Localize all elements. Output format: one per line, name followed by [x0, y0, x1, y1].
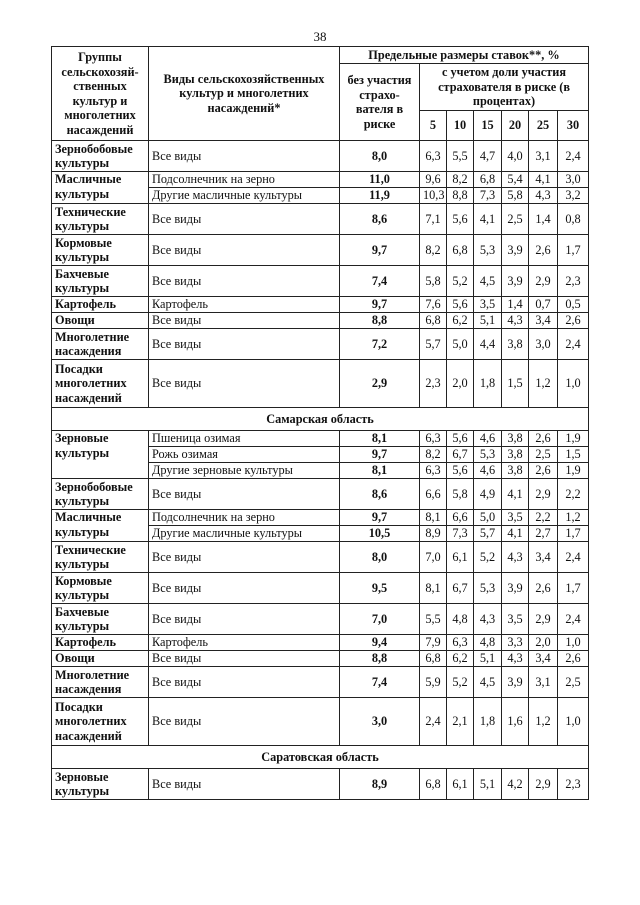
rate-share-10: 6,7	[447, 447, 474, 463]
rate-share-20: 5,8	[502, 188, 529, 204]
crop-name: Все виды	[149, 360, 340, 408]
rate-share-5: 6,8	[420, 313, 447, 329]
table-row	[52, 266, 589, 297]
rate-share-30: 1,5	[558, 447, 589, 463]
rate-share-15: 5,3	[474, 447, 502, 463]
crop-name: Другие зерновые культуры	[149, 463, 340, 479]
rate-share-15: 4,8	[474, 635, 502, 651]
crop-name: Пшеница озимая	[149, 431, 340, 447]
group-name: Кормовые культуры	[52, 235, 149, 266]
rate-share-15: 4,3	[474, 604, 502, 635]
group-name: Картофель	[52, 635, 149, 651]
rate-share-10: 2,0	[447, 360, 474, 408]
rate-share-30: 1,7	[558, 526, 589, 542]
rate-share-10: 5,6	[447, 297, 474, 313]
rate-share-10: 6,6	[447, 510, 474, 526]
rate-share-25: 2,0	[529, 635, 558, 651]
rate-share-30: 1,7	[558, 573, 589, 604]
table-row	[52, 510, 589, 526]
rate-share-30: 2,4	[558, 141, 589, 172]
rate-share-30: 2,6	[558, 313, 589, 329]
rate-share-15: 3,5	[474, 297, 502, 313]
group-name: Масличные культуры	[52, 172, 149, 204]
base-rate: 8,0	[340, 141, 420, 172]
crop-name: Все виды	[149, 542, 340, 573]
rate-share-15: 5,1	[474, 769, 502, 800]
table-row	[52, 698, 589, 746]
rate-share-15: 4,5	[474, 667, 502, 698]
header-share-15: 15	[474, 111, 502, 141]
header-share-25: 25	[529, 111, 558, 141]
group-name: Многолетние насаждения	[52, 329, 149, 360]
crop-name: Другие масличные культуры	[149, 188, 340, 204]
crop-name: Рожь озимая	[149, 447, 340, 463]
crop-name: Все виды	[149, 266, 340, 297]
rate-share-5: 6,3	[420, 463, 447, 479]
rate-share-20: 3,5	[502, 604, 529, 635]
group-name: Зерновые культуры	[52, 769, 149, 800]
rate-share-25: 2,9	[529, 769, 558, 800]
base-rate: 7,4	[340, 266, 420, 297]
rate-share-25: 2,6	[529, 573, 558, 604]
rate-share-30: 2,4	[558, 542, 589, 573]
rate-share-20: 3,9	[502, 573, 529, 604]
table-row	[52, 235, 589, 266]
rate-share-15: 5,1	[474, 651, 502, 667]
rate-share-20: 2,5	[502, 204, 529, 235]
rate-share-20: 1,6	[502, 698, 529, 746]
rate-share-20: 4,3	[502, 542, 529, 573]
rate-share-10: 6,2	[447, 651, 474, 667]
rate-share-5: 6,3	[420, 141, 447, 172]
rate-share-5: 8,2	[420, 447, 447, 463]
group-name: Посадки многолетних насаждений	[52, 360, 149, 408]
table-row	[52, 604, 589, 635]
insurance-rates-table	[51, 46, 589, 800]
rate-share-10: 2,1	[447, 698, 474, 746]
rate-share-5: 8,9	[420, 526, 447, 542]
table-row	[52, 479, 589, 510]
group-name: Посадки многолетних насаждений	[52, 698, 149, 746]
region-row	[52, 408, 589, 431]
rate-share-10: 6,1	[447, 542, 474, 573]
table-row	[52, 635, 589, 651]
crop-name: Все виды	[149, 204, 340, 235]
table-row	[52, 542, 589, 573]
rate-share-25: 2,7	[529, 526, 558, 542]
rate-share-25: 2,6	[529, 431, 558, 447]
header-share-10: 10	[447, 111, 474, 141]
rate-share-10: 5,2	[447, 667, 474, 698]
rate-share-20: 3,3	[502, 635, 529, 651]
header-share-5: 5	[420, 111, 447, 141]
rate-share-10: 5,6	[447, 431, 474, 447]
rate-share-20: 4,3	[502, 313, 529, 329]
rate-share-30: 2,3	[558, 769, 589, 800]
rate-share-5: 5,7	[420, 329, 447, 360]
rate-share-30: 3,2	[558, 188, 589, 204]
rate-share-20: 4,0	[502, 141, 529, 172]
crop-name: Картофель	[149, 635, 340, 651]
rate-share-15: 4,9	[474, 479, 502, 510]
rate-share-25: 3,4	[529, 313, 558, 329]
rate-share-25: 3,4	[529, 542, 558, 573]
rate-share-30: 2,4	[558, 329, 589, 360]
rate-share-30: 2,6	[558, 651, 589, 667]
rate-share-30: 1,0	[558, 360, 589, 408]
rate-share-25: 0,7	[529, 297, 558, 313]
crop-name: Все виды	[149, 769, 340, 800]
rate-share-5: 6,6	[420, 479, 447, 510]
base-rate: 3,0	[340, 698, 420, 746]
crop-name: Все виды	[149, 698, 340, 746]
rate-share-30: 2,4	[558, 604, 589, 635]
crop-name: Все виды	[149, 573, 340, 604]
rate-share-5: 9,6	[420, 172, 447, 188]
rate-share-5: 7,9	[420, 635, 447, 651]
base-rate: 9,7	[340, 447, 420, 463]
rate-share-25: 2,6	[529, 235, 558, 266]
base-rate: 2,9	[340, 360, 420, 408]
rate-share-10: 6,3	[447, 635, 474, 651]
table-row	[52, 172, 589, 188]
base-rate: 8,0	[340, 542, 420, 573]
rate-share-30: 0,5	[558, 297, 589, 313]
rate-share-10: 5,6	[447, 204, 474, 235]
base-rate: 9,7	[340, 235, 420, 266]
rate-share-25: 2,9	[529, 266, 558, 297]
crop-name: Подсолнечник на зерно	[149, 510, 340, 526]
group-name: Бахчевые культуры	[52, 604, 149, 635]
rate-share-5: 8,1	[420, 573, 447, 604]
rate-share-15: 7,3	[474, 188, 502, 204]
base-rate: 8,1	[340, 431, 420, 447]
page-number: 38	[313, 29, 327, 44]
rate-share-5: 8,1	[420, 510, 447, 526]
crop-name: Все виды	[149, 141, 340, 172]
table-row	[52, 573, 589, 604]
rate-share-30: 1,0	[558, 635, 589, 651]
rate-share-25: 1,2	[529, 360, 558, 408]
rate-share-25: 4,1	[529, 172, 558, 188]
rate-share-5: 6,8	[420, 651, 447, 667]
header-share-20: 20	[502, 111, 529, 141]
rate-share-5: 2,4	[420, 698, 447, 746]
rate-share-20: 3,8	[502, 463, 529, 479]
group-name: Зернобобовые культуры	[52, 479, 149, 510]
rate-share-5: 5,5	[420, 604, 447, 635]
rate-share-10: 8,2	[447, 172, 474, 188]
rate-share-10: 5,8	[447, 479, 474, 510]
region-title: Самарская область	[52, 408, 589, 431]
base-rate: 8,6	[340, 204, 420, 235]
region-title: Саратовская область	[52, 746, 589, 769]
rate-share-5: 7,1	[420, 204, 447, 235]
rate-share-15: 4,6	[474, 463, 502, 479]
rate-share-15: 5,0	[474, 510, 502, 526]
rate-share-5: 2,3	[420, 360, 447, 408]
rate-share-30: 1,7	[558, 235, 589, 266]
rate-share-15: 5,3	[474, 573, 502, 604]
rate-share-20: 3,8	[502, 329, 529, 360]
base-rate: 7,0	[340, 604, 420, 635]
crop-name: Картофель	[149, 297, 340, 313]
rate-share-15: 1,8	[474, 698, 502, 746]
table-row	[52, 329, 589, 360]
crop-name: Другие масличные культуры	[149, 526, 340, 542]
rate-share-20: 3,9	[502, 667, 529, 698]
rate-share-25: 3,4	[529, 651, 558, 667]
rate-share-25: 2,2	[529, 510, 558, 526]
rate-share-25: 2,5	[529, 447, 558, 463]
rate-share-15: 5,3	[474, 235, 502, 266]
rate-share-15: 1,8	[474, 360, 502, 408]
rate-share-10: 8,8	[447, 188, 474, 204]
rate-share-15: 5,7	[474, 526, 502, 542]
rate-share-15: 4,7	[474, 141, 502, 172]
base-rate: 11,0	[340, 172, 420, 188]
group-name: Зернобобовые культуры	[52, 141, 149, 172]
header-limits: Предельные размеры ставок**, %	[340, 47, 589, 64]
base-rate: 8,1	[340, 463, 420, 479]
rate-share-25: 3,0	[529, 329, 558, 360]
header-no-participation: без участия страхо-вателя в риске	[340, 64, 420, 141]
group-name: Овощи	[52, 313, 149, 329]
region-row	[52, 746, 589, 769]
rate-share-10: 4,8	[447, 604, 474, 635]
rate-share-10: 5,5	[447, 141, 474, 172]
table-row	[52, 769, 589, 800]
rate-share-20: 4,1	[502, 479, 529, 510]
rate-share-10: 6,7	[447, 573, 474, 604]
group-name: Овощи	[52, 651, 149, 667]
rate-share-15: 4,1	[474, 204, 502, 235]
rate-share-30: 1,2	[558, 510, 589, 526]
rate-share-5: 7,6	[420, 297, 447, 313]
crop-name: Подсолнечник на зерно	[149, 172, 340, 188]
header-crops: Виды сельскохозяйственных культур и многолетних насаждений*	[149, 47, 340, 141]
rate-share-10: 5,6	[447, 463, 474, 479]
rate-share-25: 1,4	[529, 204, 558, 235]
group-name: Зерновые культуры	[52, 431, 149, 479]
rate-share-20: 3,5	[502, 510, 529, 526]
table-row	[52, 204, 589, 235]
rate-share-10: 6,1	[447, 769, 474, 800]
crop-name: Все виды	[149, 329, 340, 360]
crop-name: Все виды	[149, 667, 340, 698]
rate-share-15: 5,2	[474, 542, 502, 573]
base-rate: 8,8	[340, 651, 420, 667]
rate-share-5: 7,0	[420, 542, 447, 573]
rate-share-10: 5,0	[447, 329, 474, 360]
crop-name: Все виды	[149, 235, 340, 266]
base-rate: 8,9	[340, 769, 420, 800]
table-row	[52, 141, 589, 172]
base-rate: 7,2	[340, 329, 420, 360]
table-row	[52, 651, 589, 667]
rate-share-10: 7,3	[447, 526, 474, 542]
rate-share-10: 6,2	[447, 313, 474, 329]
rate-share-30: 1,0	[558, 698, 589, 746]
rate-share-5: 8,2	[420, 235, 447, 266]
crop-name: Все виды	[149, 313, 340, 329]
table-row	[52, 360, 589, 408]
rate-share-20: 4,2	[502, 769, 529, 800]
rate-share-25: 3,1	[529, 141, 558, 172]
group-name: Картофель	[52, 297, 149, 313]
header-groups: Группы сельскохозяй-ственных культур и многолетних насаждений	[52, 47, 149, 141]
rate-share-30: 1,9	[558, 463, 589, 479]
base-rate: 9,7	[340, 297, 420, 313]
base-rate: 9,7	[340, 510, 420, 526]
rate-share-25: 2,6	[529, 463, 558, 479]
rate-share-20: 4,1	[502, 526, 529, 542]
rate-share-15: 4,6	[474, 431, 502, 447]
rate-share-5: 5,9	[420, 667, 447, 698]
rate-share-30: 3,0	[558, 172, 589, 188]
table-row	[52, 313, 589, 329]
rate-share-30: 2,2	[558, 479, 589, 510]
table-row	[52, 667, 589, 698]
rate-share-25: 2,9	[529, 479, 558, 510]
rate-share-15: 4,4	[474, 329, 502, 360]
rate-share-20: 3,8	[502, 431, 529, 447]
base-rate: 9,4	[340, 635, 420, 651]
rate-share-25: 3,1	[529, 667, 558, 698]
group-name: Кормовые культуры	[52, 573, 149, 604]
rate-share-5: 10,3	[420, 188, 447, 204]
rate-share-5: 6,3	[420, 431, 447, 447]
rate-share-20: 1,4	[502, 297, 529, 313]
rate-share-25: 2,9	[529, 604, 558, 635]
group-name: Технические культуры	[52, 204, 149, 235]
crop-name: Все виды	[149, 604, 340, 635]
rate-share-5: 5,8	[420, 266, 447, 297]
header-with-participation: с учетом доли участия страхователя в риске (в процентах)	[420, 64, 589, 111]
rate-share-10: 6,8	[447, 235, 474, 266]
rate-share-15: 6,8	[474, 172, 502, 188]
header-share-30: 30	[558, 111, 589, 141]
rate-share-15: 4,5	[474, 266, 502, 297]
rate-share-20: 4,3	[502, 651, 529, 667]
rate-share-10: 5,2	[447, 266, 474, 297]
rate-share-20: 3,8	[502, 447, 529, 463]
rate-share-20: 1,5	[502, 360, 529, 408]
rate-share-30: 1,9	[558, 431, 589, 447]
base-rate: 9,5	[340, 573, 420, 604]
rate-share-15: 5,1	[474, 313, 502, 329]
group-name: Многолетние насаждения	[52, 667, 149, 698]
rate-share-20: 3,9	[502, 266, 529, 297]
base-rate: 8,6	[340, 479, 420, 510]
group-name: Бахчевые культуры	[52, 266, 149, 297]
base-rate: 7,4	[340, 667, 420, 698]
rate-share-30: 0,8	[558, 204, 589, 235]
crop-name: Все виды	[149, 479, 340, 510]
group-name: Технические культуры	[52, 542, 149, 573]
rate-share-30: 2,5	[558, 667, 589, 698]
base-rate: 10,5	[340, 526, 420, 542]
rate-share-25: 4,3	[529, 188, 558, 204]
base-rate: 11,9	[340, 188, 420, 204]
group-name: Масличные культуры	[52, 510, 149, 542]
rate-share-25: 1,2	[529, 698, 558, 746]
rate-share-20: 5,4	[502, 172, 529, 188]
rate-share-20: 3,9	[502, 235, 529, 266]
table-row	[52, 431, 589, 447]
crop-name: Все виды	[149, 651, 340, 667]
rate-share-5: 6,8	[420, 769, 447, 800]
table-row	[52, 297, 589, 313]
rate-share-30: 2,3	[558, 266, 589, 297]
base-rate: 8,8	[340, 313, 420, 329]
